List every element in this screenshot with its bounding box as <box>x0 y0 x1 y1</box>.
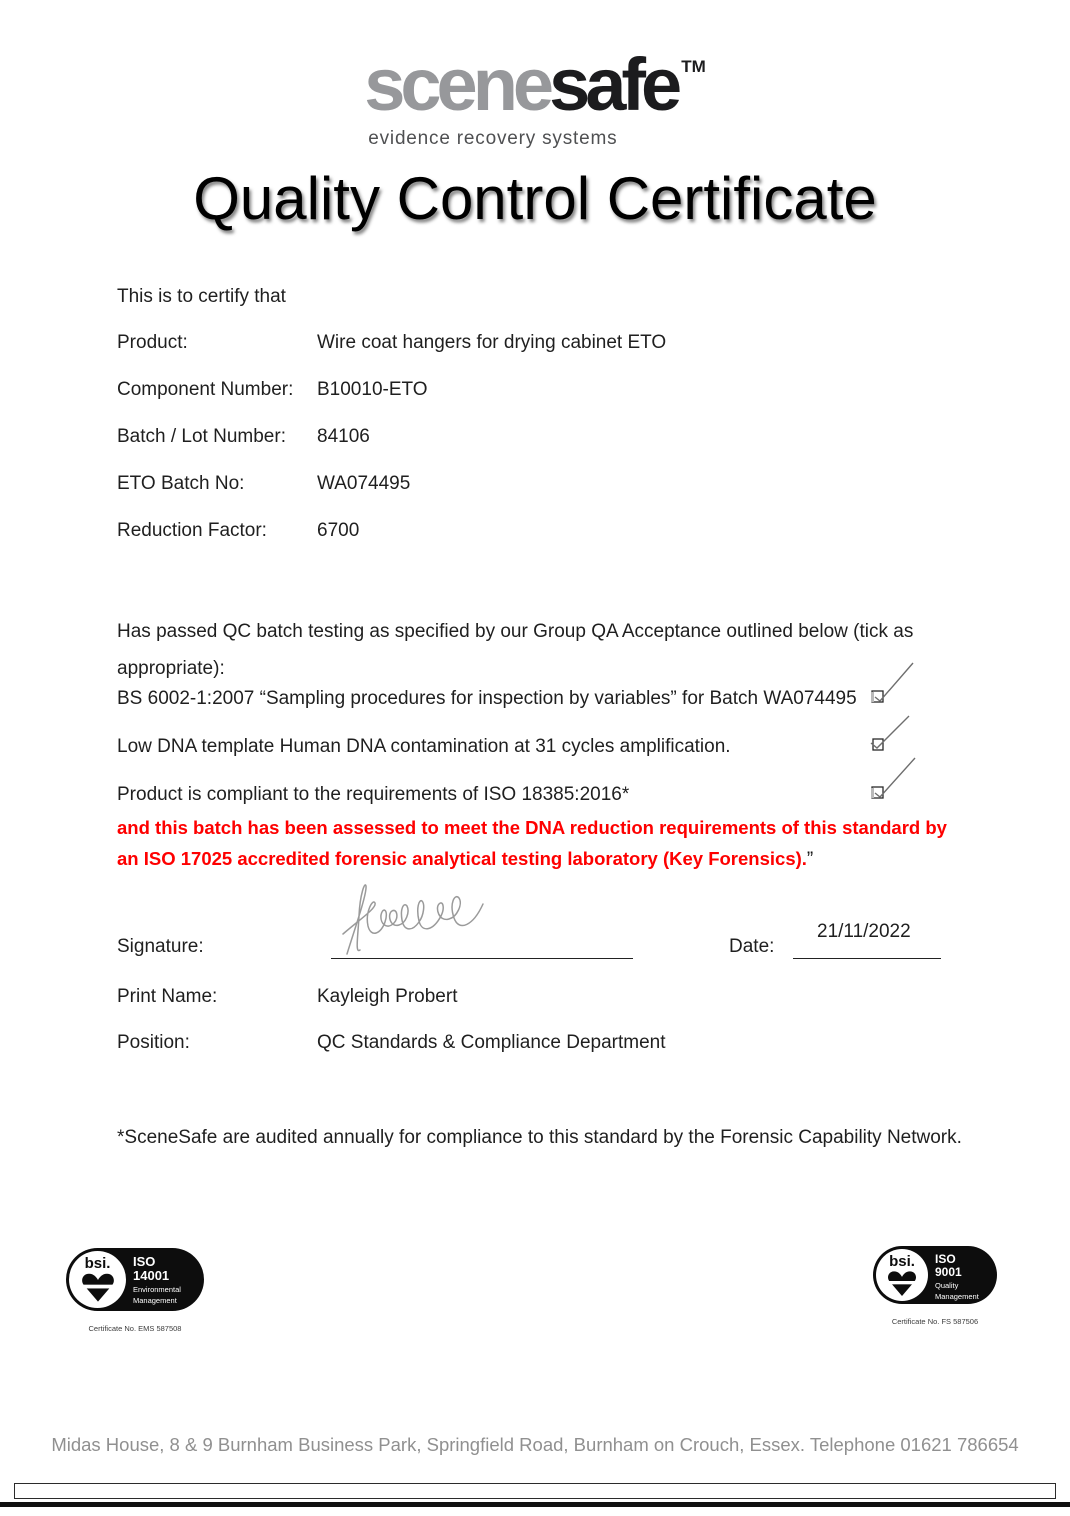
date-value: 21/11/2022 <box>817 921 911 942</box>
field-row-product <box>117 332 877 354</box>
position-row <box>117 1032 666 1054</box>
field-value: WA074495 <box>317 473 411 494</box>
iso-number: 14001 <box>133 1268 170 1283</box>
bsi-logo-text: bsi. <box>889 1253 915 1270</box>
handwritten-signature <box>333 878 498 962</box>
date-label: Date: <box>729 936 775 957</box>
field-value: 6700 <box>317 520 360 541</box>
position-value: QC Standards & Compliance Department <box>317 1032 666 1053</box>
closing-quote: ” <box>806 849 814 870</box>
bsi-roundel <box>69 1251 126 1308</box>
field-value: B10010-ETO <box>317 379 428 400</box>
bsi-logo-text: bsi. <box>84 1255 111 1272</box>
print-name-label: Print Name: <box>117 986 218 1007</box>
logo-word-scene: scene <box>364 43 550 126</box>
field-label: Reduction Factor: <box>117 520 267 541</box>
print-name-value: Kayleigh Probert <box>317 986 458 1007</box>
page-bottom-edge <box>0 1502 1070 1507</box>
footer-address: Midas House, 8 & 9 Burnham Business Park, Springfield Road, Burnham on Crouch, Essex. Telephone 01621 786654 <box>51 1434 1019 1455</box>
bsi-heart-icon <box>81 1272 115 1303</box>
logo-lockup <box>364 43 706 150</box>
field-label: Component Number: <box>117 379 294 400</box>
bsi-roundel <box>876 1249 928 1301</box>
checklist-item-label: BS 6002-1:2007 “Sampling procedures for inspection by variables” for Batch WA074495 <box>117 688 857 709</box>
trademark-symbol: TM <box>681 57 706 76</box>
field-row-component-number <box>117 379 877 401</box>
checklist-item-low-dna <box>117 736 947 784</box>
dna-reduction-note <box>117 812 969 875</box>
bsi-badge-pill <box>66 1248 204 1311</box>
field-label: Product: <box>117 332 188 353</box>
logo-word-safe: safe <box>549 43 678 126</box>
checkbox-ticked-icon <box>869 756 919 804</box>
bsi-badge-text <box>931 1246 983 1304</box>
iso-number: 9001 <box>935 1265 962 1279</box>
logo-wordmark <box>364 43 706 126</box>
bottom-text-frame <box>14 1483 1056 1499</box>
print-name-row <box>117 986 457 1008</box>
certificate-number: Certificate No. EMS 587508 <box>88 1324 182 1333</box>
field-value: 84106 <box>317 426 370 447</box>
logo-tagline: evidence recovery systems <box>368 128 618 149</box>
field-row-batch-lot-number <box>117 426 877 448</box>
bsi-iso-14001-badge <box>60 1248 210 1333</box>
iso-label: ISO <box>935 1252 956 1266</box>
bsi-badge-text <box>129 1248 185 1311</box>
field-row-reduction-factor <box>117 520 877 542</box>
iso-scope-line1: Quality <box>935 1281 959 1290</box>
audit-footnote: *SceneSafe are audited annually for compliance to this standard by the Forensic Capability Network. <box>117 1127 962 1148</box>
dna-reduction-note-text: and this batch has been assessed to meet the DNA reduction requirements of this standard by an ISO 17025 accredited forensic analytical testing laboratory (Key Forensics). <box>117 817 947 869</box>
iso-label: ISO <box>133 1254 156 1269</box>
iso-scope-line1: Environmental <box>133 1285 181 1294</box>
qa-checklist <box>117 688 947 832</box>
certificate-number: Certificate No. FS 587506 <box>891 1317 979 1326</box>
checkbox-ticked-icon <box>869 660 919 708</box>
iso-scope-line2: Management <box>133 1296 177 1305</box>
qa-acceptance-text: Has passed QC batch testing as specified by our Group QA Acceptance outlined below (tick as appropriate): <box>117 621 914 679</box>
checklist-item-label: Low DNA template Human DNA contamination at 31 cycles amplification. <box>117 736 731 757</box>
field-row-eto-batch-no <box>117 473 877 495</box>
checkbox-ticked-icon <box>869 708 919 756</box>
bsi-heart-icon <box>887 1270 917 1297</box>
checklist-item-bs6002 <box>117 688 947 736</box>
position-label: Position: <box>117 1032 190 1053</box>
intro-text: This is to certify that <box>117 286 286 307</box>
bsi-iso-9001-badge <box>860 1246 1010 1326</box>
certificate-fields <box>117 332 877 567</box>
bsi-badge-pill <box>873 1246 997 1304</box>
iso-scope-line2: Management <box>935 1292 979 1301</box>
field-label: Batch / Lot Number: <box>117 426 286 447</box>
scenesafe-logo <box>0 43 1070 150</box>
signature-label: Signature: <box>117 936 204 957</box>
checklist-item-label: Product is compliant to the requirements of ISO 18385:2016* <box>117 784 630 805</box>
field-label: ETO Batch No: <box>117 473 245 494</box>
field-value: Wire coat hangers for drying cabinet ETO <box>317 332 667 353</box>
page-title: Quality Control Certificate <box>193 165 877 232</box>
